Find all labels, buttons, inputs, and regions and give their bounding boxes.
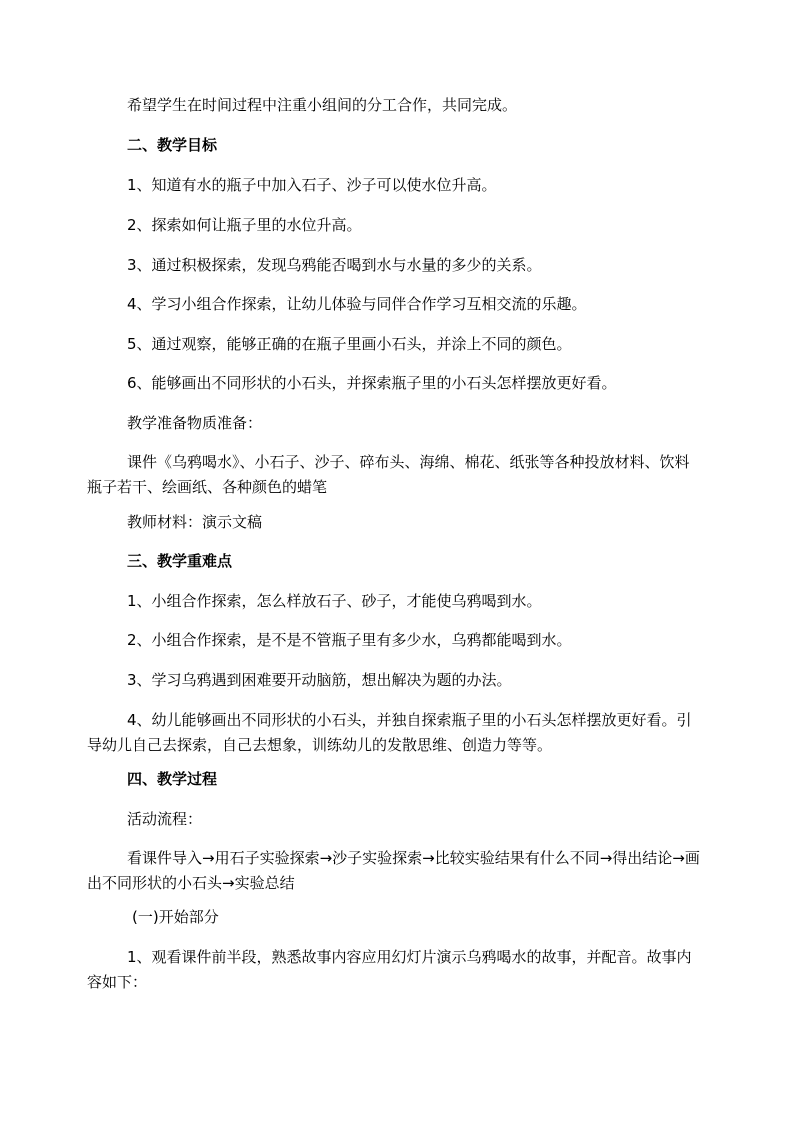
materials-list: 课件《乌鸦喝水》、小石子、沙子、碎布头、海绵、棉花、纸张等各种投放材料、饮料瓶子若干、绘画纸、各种颜色的蜡笔	[87, 453, 690, 496]
materials-label: 教学准备物质准备：	[127, 414, 263, 432]
goal-item-6: 6、能够画出不同形状的小石头，并探索瓶子里的小石头怎样摆放更好看。	[127, 374, 617, 392]
heading-key-points: 三、教学重难点	[127, 552, 233, 570]
key-point-2: 2、小组合作探索，是不是不管瓶子里有多少水，乌鸦都能喝到水。	[127, 631, 572, 649]
activity-flow: 看课件导入→用石子实验探索→沙子实验探索→比较实验结果有什么不同→得出结论→画出不同形状的小石头→实验总结	[87, 849, 700, 892]
goal-item-1: 1、知道有水的瓶子中加入石子、沙子可以使水位升高。	[127, 176, 497, 194]
goal-item-3: 3、通过积极探索，发现乌鸦能否喝到水与水量的多少的关系。	[127, 256, 542, 274]
key-point-1: 1、小组合作探索，怎么样放石子、砂子，才能使乌鸦喝到水。	[127, 592, 542, 610]
paragraph-intro: 希望学生在时间过程中注重小组间的分工合作，共同完成。	[127, 96, 518, 114]
key-point-4: 4、幼儿能够画出不同形状的小石头，并独自探索瓶子里的小石头怎样摆放更好看。引导幼儿自己去探索，自己去想象，训练幼儿的发散思维、创造力等等。	[87, 711, 692, 754]
key-point-3: 3、学习乌鸦遇到困难要开动脑筋，想出解决为题的办法。	[127, 671, 512, 689]
goal-item-5: 5、通过观察，能够正确的在瓶子里画小石头，并涂上不同的颜色。	[127, 335, 572, 353]
heading-teaching-process: 四、教学过程	[127, 770, 218, 788]
goal-item-4: 4、学习小组合作探索，让幼儿体验与同伴合作学习互相交流的乐趣。	[127, 295, 587, 313]
start-step-1: 1、观看课件前半段，熟悉故事内容应用幻灯片演示乌鸦喝水的故事，并配音。故事内容如下：	[87, 948, 692, 991]
section-start-part: (一)开始部分	[132, 908, 219, 926]
goal-item-2: 2、探索如何让瓶子里的水位升高。	[127, 216, 362, 234]
teacher-materials: 教师材料：演示文稿	[127, 513, 263, 531]
activity-flow-label: 活动流程：	[127, 810, 203, 828]
heading-teaching-goals: 二、教学目标	[127, 136, 218, 154]
